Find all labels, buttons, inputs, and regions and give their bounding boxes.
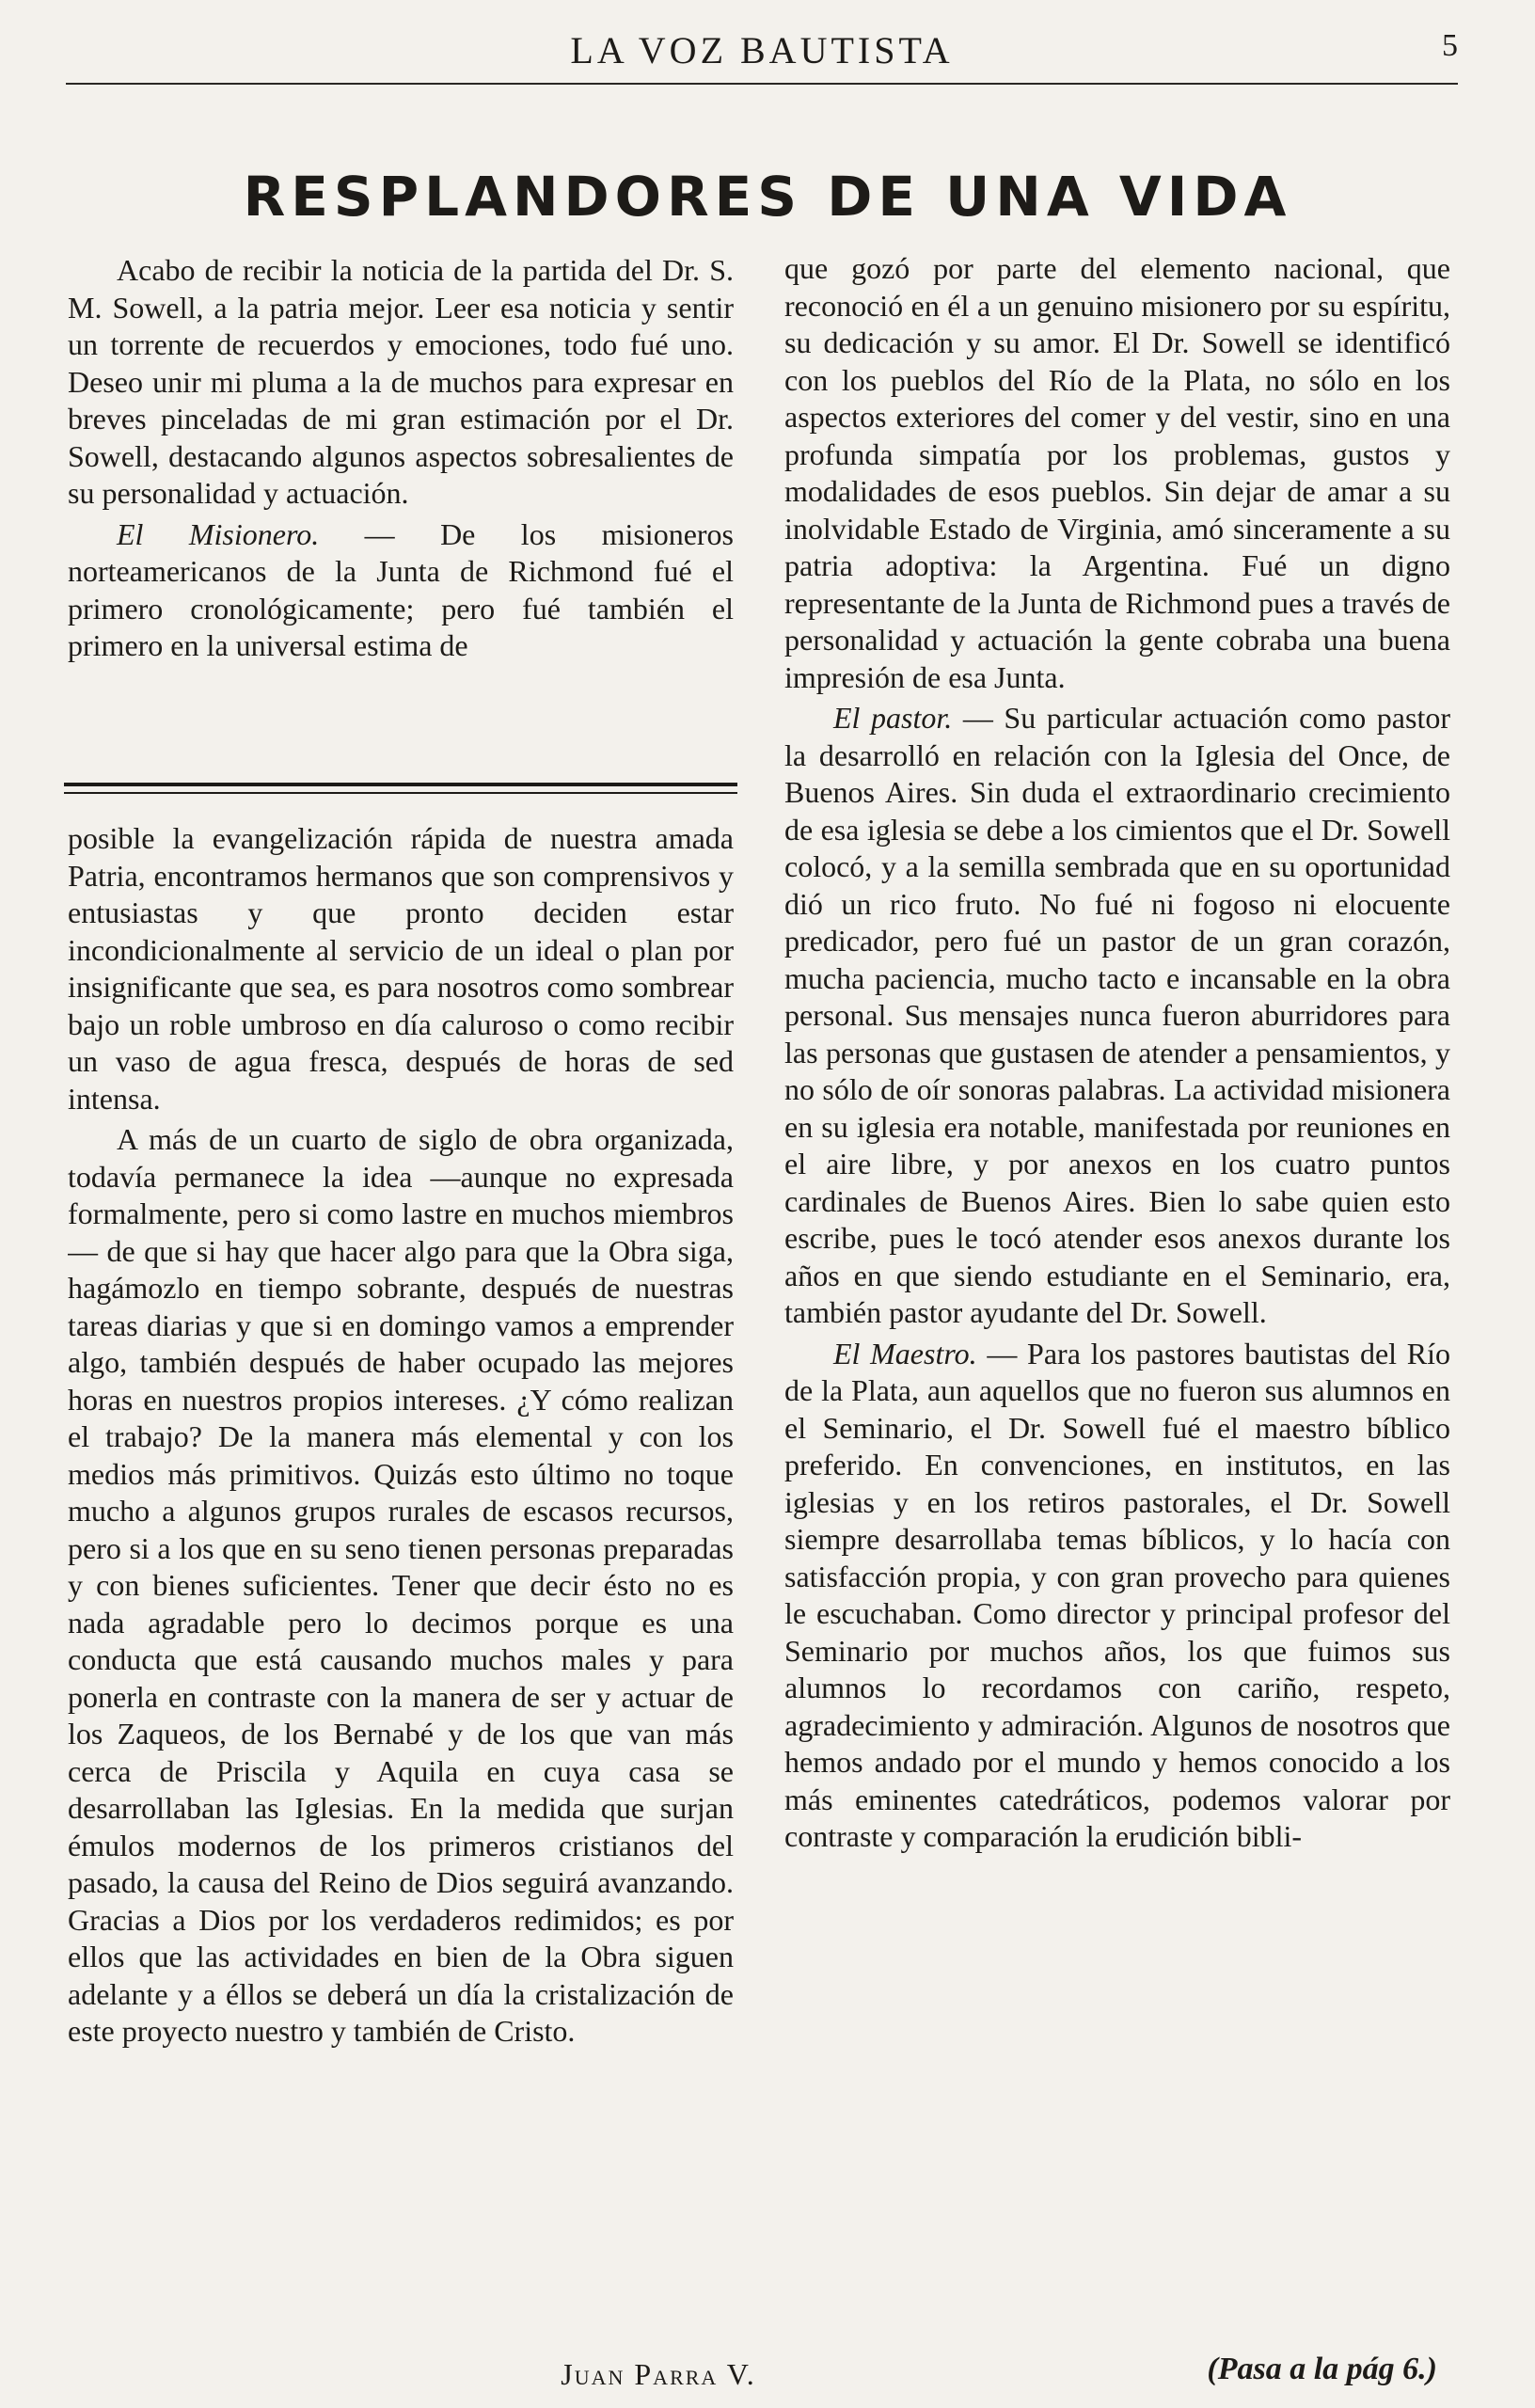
article-title: RESPLANDORES DE UNA VIDA [243,165,1292,229]
paragraph [784,1336,1450,1856]
paragraph-text: — Para los pastores bautistas del Río de la Plata, aun aquellos que no fueron sus alumnos en el Seminario, el Dr. Sowell fué el maestro bíblico preferido. En convenciones, en institutos, en las iglesias y en los retiros pastorales, el Dr. Sowell siempre desarrollaba temas bíblicos, y lo hacía con satisfacción propia, y con gran provecho para quienes le escuchaban. Como director y principal profesor del Seminario por muchos años, los que fuimos sus alumnos lo recordamos con cariño, respeto, agradecimiento y admiración. Algunos de nosotros que hemos andado por el mundo y hemos conocido a los más eminentes catedráticos, podemos valorar por contraste y comparación la erudición bibli- [784,1336,1450,1853]
section-lead: El Misionero. [117,516,320,551]
paragraph [68,516,734,665]
paragraph [784,700,1450,1332]
section-lead: El pastor. [833,701,953,735]
section-lead: El Maestro. [833,1336,977,1370]
author-byline: Juan Parra V. [561,2357,756,2391]
paragraph-text: — De los misioneros norteamericanos de la Junta de Richmond fué el primero cronológicamente; pero fué también el primero en la universal estima de [68,516,734,662]
paragraph-text: — Su particular actuación como pastor la desarrolló en relación con la Iglesia del Once, de Buenos Aires. Sin duda el extraordinario crecimiento de esa iglesia se debe a los cimientos que el Dr. Sowell colocó, y a la semilla sembrada que en su oportunidad dió un rico fruto. No fué ni fogoso ni elocuente predicador, pero fué un pastor de un gran corazón, mucha paciencia, mucho tacto e incansable en la obra personal. Sus mensajes nunca fueron aburridores para las personas que gustasen de atender a pensamientos, y no sólo de oír sonoras palabras. La actividad misionera en su iglesia era notable, manifestada por reuniones en el aire libre, y por anexos en los cuatro puntos cardinales de Buenos Aires. Bien lo sabe quien esto escribe, pues le tocó atender esos anexos durante los años en que siendo estudiante en el Seminario, era, también pastor ayudante del Dr. Sowell. [784,701,1450,1329]
page-header [66,19,1458,85]
header-rule [66,83,1458,85]
left-column-bottom [68,820,734,2306]
column-separator [64,783,737,794]
paragraph: A más de un cuarto de siglo de obra organizada, todavía permanece la idea —aunque no expresada formalmente, pero si como lastre en muchos miembros— de que si hay que hacer algo para que la Obra siga, hagámozlo en tiempo sobrante, después de nuestras tareas diarias y que si en domingo vamos a emprender algo, también después de haber ocupado las mejores horas en nuestros propios intereses. ¿Y cómo realizan el trabajo? De la manera más elemental y con los medios más primitivos. Quizás esto último no toque mucho a algunos grupos rurales de escasos recursos, pero si a los que en su seno tienen personas preparadas y con bienes suficientes. Tener que decir ésto no es nada agradable pero lo decimos porque es una conducta que está causando muchos males y para ponerla en contraste con la manera de ser y actuar de los Zaqueos, de los Bernabé y de los que van más cerca de Priscila y Aquila en cuya casa se desarrollaban las Iglesias. En la medida que surjan émulos modernos de los primeros cristianos del pasado, la causa del Reino de Dios seguirá avanzando. Gracias a Dios por los verdaderos redimidos; es por ellos que las actividades en bien de la Obra siguen adelante y a éllos se deberá un día la cristalización de este proyecto nuestro y también de Cristo. [68,1122,734,2048]
paragraph: posible la evangelización rápida de nuestra amada Patria, encontramos hermanos que son comprensivos y entusiastas y que pronto deciden estar incondicionalmente al servicio de un ideal o plan por insignificante que sea, es para nosotros como sombrear bajo un roble umbroso en día caluroso o como recibir un vaso de agua fresca, después de horas de sed intensa. [68,821,734,1116]
publication-title: LA VOZ BAUTISTA [570,29,954,71]
continued-note: (Pasa a la pág 6.) [1207,2352,1437,2386]
left-column-top [68,252,734,760]
right-column [784,250,1450,2329]
paragraph: Acabo de recibir la noticia de la partida del Dr. S. M. Sowell, a la patria mejor. Leer esa noticia y sentir un torrente de recuerdos y emociones, todo fué uno. Deseo unir mi pluma a la de muchos para expresar en breves pinceladas de mi gran estimación por el Dr. Sowell, destacando algunos aspectos sobresalientes de su personalidad y actuación. [68,253,734,510]
paragraph: que gozó por parte del elemento nacional, que reconoció en él a un genuino misionero por su espíritu, su dedicación y su amor. El Dr. Sowell se identificó con los pueblos del Río de la Plata, no sólo en los aspectos exteriores del comer y del vestir, sino en una profunda simpatía por los problemas, gustos y modalidades de esos pueblos. Sin dejar de amar a su inolvidable Estado de Virginia, amó sinceramente a su patria adoptiva: la Argentina. Fué un digno representante de la Junta de Richmond pues a través de personalidad y actuación la gente cobraba una buena impresión de esa Junta. [784,251,1450,694]
page-number: 5 [1442,28,1458,63]
